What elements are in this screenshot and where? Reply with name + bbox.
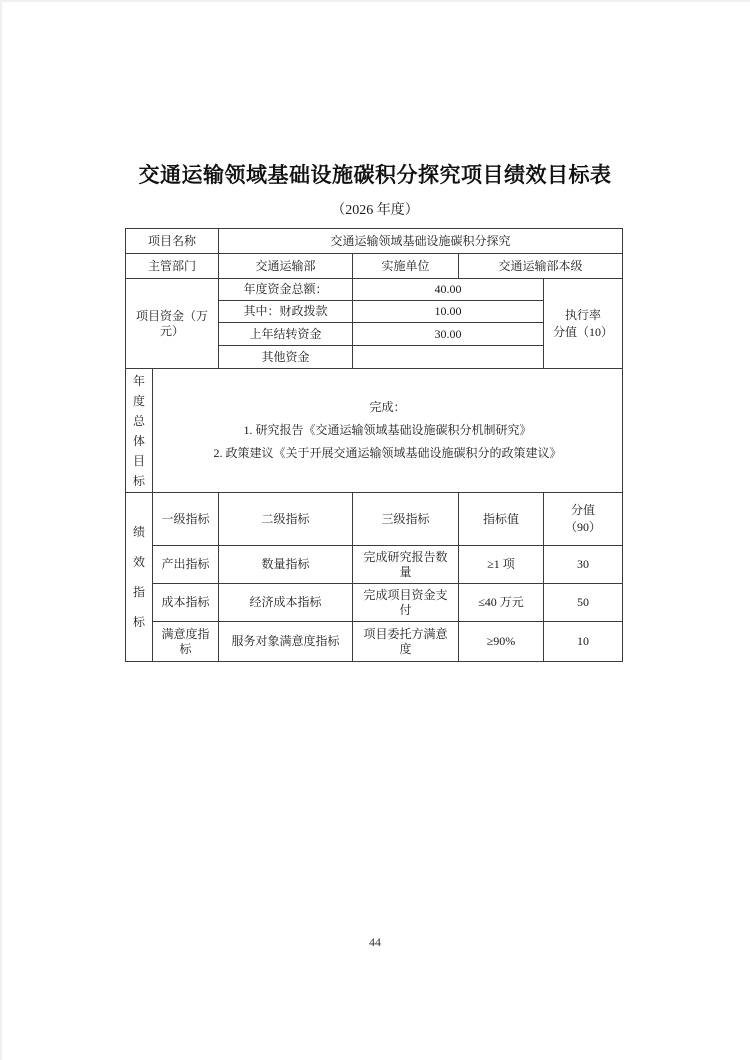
indicator-level3: 完成项目资金支付 <box>353 584 459 622</box>
table-row <box>126 493 623 546</box>
table-row <box>126 622 623 662</box>
header-level2: 二级指标 <box>219 493 353 546</box>
table-row <box>126 279 623 301</box>
funding-carryover-label: 上年结转资金 <box>219 323 353 346</box>
table-row <box>126 584 623 622</box>
page-title: 交通运输领域基础设施碳积分探究项目绩效目标表 <box>138 164 612 187</box>
indicator-level2: 服务对象满意度指标 <box>219 622 353 662</box>
impl-unit-label: 实施单位 <box>353 254 459 279</box>
funding-total-value: 40.00 <box>353 279 544 301</box>
goal-line: 2. 政策建议《关于开展交通运输领域基础设施碳积分的政策建议》 <box>213 446 562 460</box>
header-score-line1: 分值 <box>571 503 596 517</box>
impl-unit-value: 交通运输部本级 <box>459 254 623 279</box>
annual-goal-content <box>153 369 623 493</box>
funding-other-value <box>353 346 544 369</box>
indicator-score: 10 <box>544 622 623 662</box>
page-subtitle: （2026 年度） <box>331 203 419 218</box>
indicator-level1: 成本指标 <box>153 584 219 622</box>
indicators-label-cell <box>126 493 153 662</box>
execution-rate-line1: 执行率 <box>565 307 602 322</box>
funding-total-label: 年度资金总额： <box>219 279 353 301</box>
indicator-value: ≥1 项 <box>459 546 544 584</box>
funding-fiscal-label: 其中：财政拨款 <box>219 301 353 323</box>
indicator-value: ≥90% <box>459 622 544 662</box>
funding-other-label: 其他资金 <box>219 346 353 369</box>
header-level3: 三级指标 <box>353 493 459 546</box>
indicator-level2: 数量指标 <box>219 546 353 584</box>
table-row <box>126 369 623 493</box>
annual-goal-label: 年度总体目标 <box>132 373 145 488</box>
funding-carryover-value: 30.00 <box>353 323 544 346</box>
performance-target-table <box>125 228 623 662</box>
execution-rate-cell <box>544 279 623 369</box>
goal-line: 完成： <box>369 400 406 414</box>
project-name-value: 交通运输领域基础设施碳积分探究 <box>219 229 623 254</box>
indicator-level1: 满意度指标 <box>153 622 219 662</box>
dept-label: 主管部门 <box>126 254 219 279</box>
goal-line: 1. 研究报告《交通运输领域基础设施碳积分机制研究》 <box>243 423 532 437</box>
indicator-level1: 产出指标 <box>153 546 219 584</box>
header-value: 指标值 <box>459 493 544 546</box>
table-row <box>126 254 623 279</box>
project-name-label: 项目名称 <box>126 229 219 254</box>
indicator-level3: 完成研究报告数量 <box>353 546 459 584</box>
indicator-value: ≤40 万元 <box>459 584 544 622</box>
indicator-level2: 经济成本指标 <box>219 584 353 622</box>
header-score-cell <box>544 493 623 546</box>
funding-label: 项目资金（万元） <box>126 279 219 369</box>
execution-rate-line2: 分值（10） <box>553 324 614 339</box>
dept-value: 交通运输部 <box>219 254 353 279</box>
header-score-line2: （90） <box>565 520 602 534</box>
funding-fiscal-value: 10.00 <box>353 301 544 323</box>
page-number: 44 <box>369 935 381 949</box>
header-level1: 一级指标 <box>153 493 219 546</box>
indicators-label: 绩效指标 <box>132 525 145 629</box>
indicator-score: 30 <box>544 546 623 584</box>
table-row <box>126 229 623 254</box>
annual-goal-label-cell <box>126 369 153 493</box>
indicator-level3: 项目委托方满意度 <box>353 622 459 662</box>
table-row <box>126 546 623 584</box>
indicator-score: 50 <box>544 584 623 622</box>
